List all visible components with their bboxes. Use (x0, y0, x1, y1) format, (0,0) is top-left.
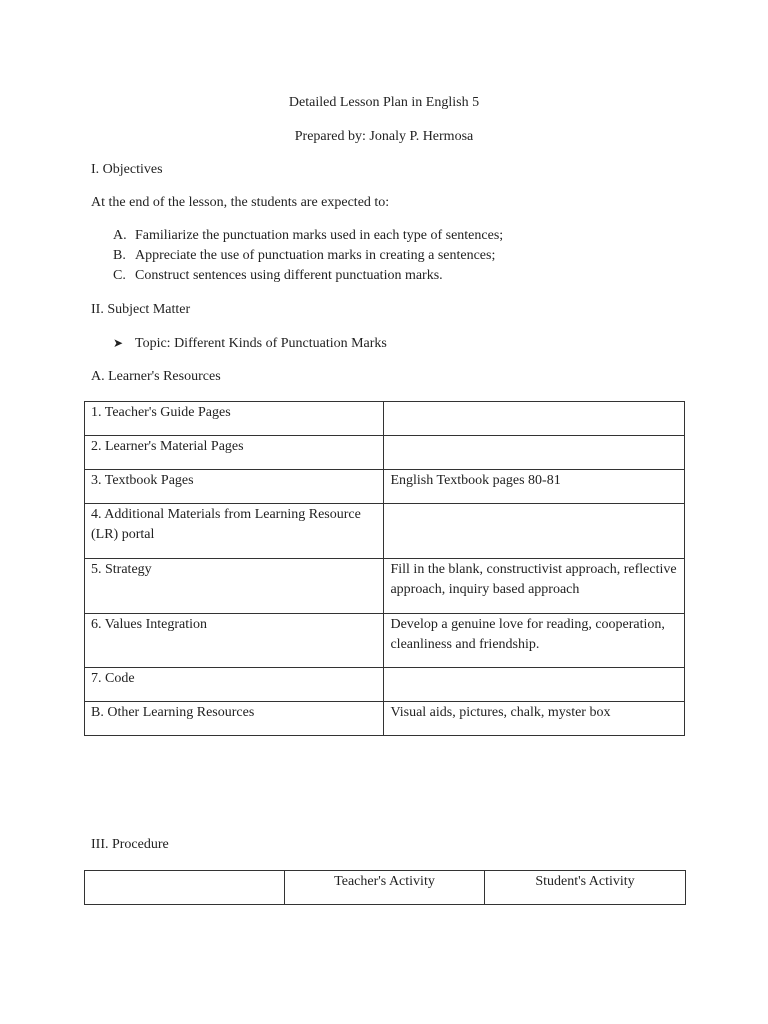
objective-marker: B. (113, 248, 126, 263)
resource-value (384, 668, 685, 702)
objective-item (113, 246, 503, 266)
objectives-list (113, 226, 503, 286)
resource-label: 3. Textbook Pages (85, 470, 384, 504)
resource-label: 5. Strategy (85, 559, 384, 614)
objective-item (113, 226, 503, 246)
resource-label: 6. Values Integration (85, 614, 384, 668)
table-row (85, 668, 685, 702)
objectives-heading: I. Objectives (91, 162, 163, 177)
topic-text: Topic: Different Kinds of Punctuation Marks (135, 336, 387, 351)
arrow-bullet-icon: ➤ (113, 336, 124, 350)
objective-text: Familiarize the punctuation marks used in each type of sentences; (135, 228, 504, 243)
objective-marker: A. (113, 228, 127, 243)
resource-label: 7. Code (85, 668, 384, 702)
objectives-intro: At the end of the lesson, the students are expected to: (91, 195, 390, 210)
procedure-column-header: Teacher's Activity (285, 871, 485, 905)
resource-label: 2. Learner's Material Pages (85, 436, 384, 470)
document-title: Detailed Lesson Plan in English 5 (288, 95, 480, 110)
resource-label: 1. Teacher's Guide Pages (85, 402, 384, 436)
topic-bullet (113, 333, 387, 354)
resource-value: Fill in the blank, constructivist approach, reflective approach, inquiry based approach (384, 559, 685, 614)
table-row (85, 614, 685, 668)
objective-text: Appreciate the use of punctuation marks in creating a sentences; (135, 248, 496, 263)
subject-matter-heading: II. Subject Matter (91, 302, 191, 317)
procedure-column-header (85, 871, 285, 905)
procedure-column-header: Student's Activity (485, 871, 686, 905)
prepared-by: Prepared by: Jonaly P. Hermosa (294, 129, 474, 144)
procedure-heading: III. Procedure (91, 837, 169, 852)
resources-table (84, 401, 685, 736)
objective-marker: C. (113, 268, 126, 283)
table-row (85, 559, 685, 614)
table-row (85, 504, 685, 559)
objective-text: Construct sentences using different punctuation marks. (135, 268, 443, 283)
resource-value (384, 504, 685, 559)
resource-value: Visual aids, pictures, chalk, myster box (384, 702, 685, 736)
table-row (85, 702, 685, 736)
objective-item (113, 266, 503, 286)
table-header-row (85, 871, 686, 905)
procedure-table (84, 870, 686, 905)
resource-value (384, 402, 685, 436)
resource-value (384, 436, 685, 470)
resource-label: 4. Additional Materials from Learning Resource (LR) portal (85, 504, 384, 559)
resources-heading: A. Learner's Resources (91, 369, 221, 384)
table-row (85, 402, 685, 436)
resource-label: B. Other Learning Resources (85, 702, 384, 736)
table-row (85, 470, 685, 504)
resource-value: Develop a genuine love for reading, cooperation, cleanliness and friendship. (384, 614, 685, 668)
table-row (85, 436, 685, 470)
resource-value: English Textbook pages 80-81 (384, 470, 685, 504)
